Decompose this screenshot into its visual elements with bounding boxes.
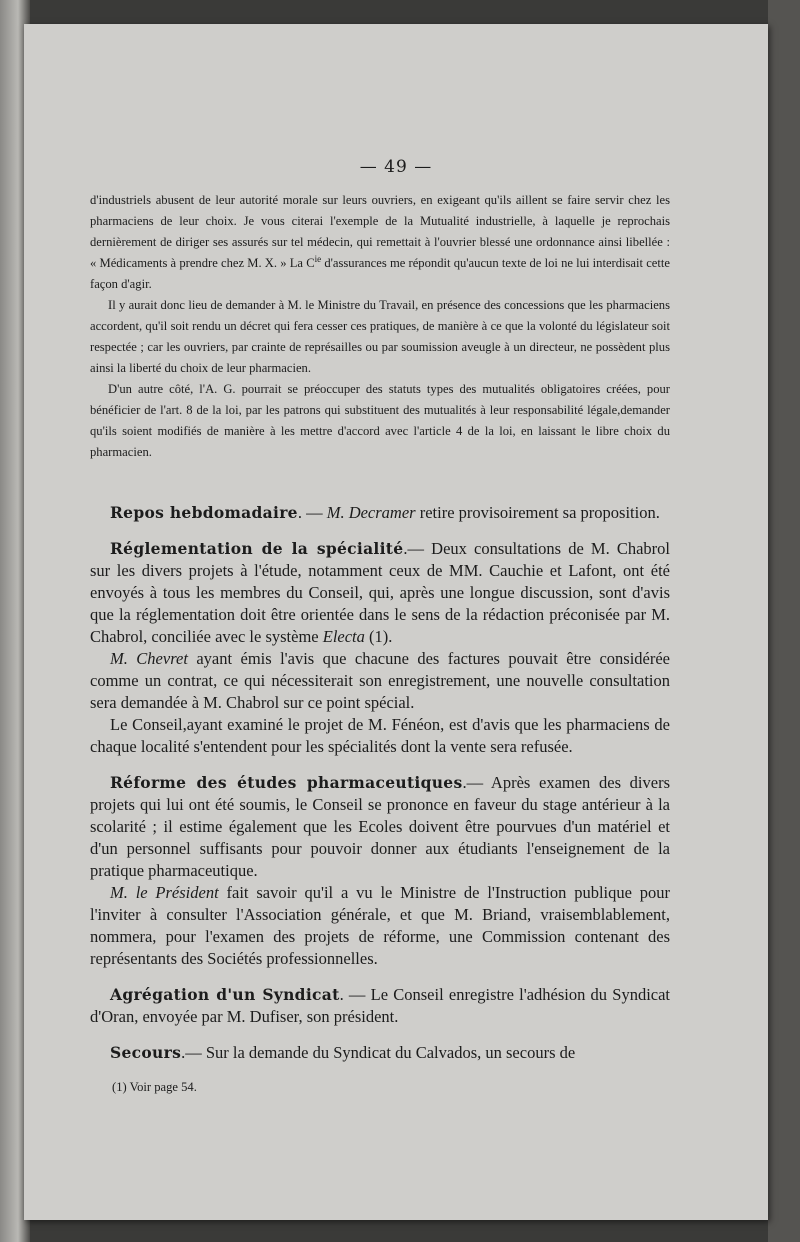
section-reforme-etudes: Réforme des études pharmaceutiques.— Après examen des divers projets qui lui ont été soumis, le Conseil se prononce en faveur du stage antérieur à la scolarité ; il estime également que les Ecoles doivent être pourvues d'un matériel et d'un personnel suffisants pour pouvoir donner aux étudiants l'enseignement de la pratique pharmaceutique. xyxy=(90,773,671,880)
person-name: M. Decramer xyxy=(326,503,416,522)
footnote: (1) Voir page 54. xyxy=(112,1080,197,1094)
section-heading: Réglementation de la spécialité xyxy=(110,539,404,558)
document-page xyxy=(24,24,768,1220)
system-name: Electa xyxy=(322,627,365,646)
section-secours: Secours.— Sur la demande du Syndicat du Calvados, un secours de xyxy=(110,1043,576,1062)
section-heading: Réforme des études pharmaceutiques xyxy=(110,773,463,792)
person-name: M. le Président xyxy=(110,883,219,902)
paragraph-president: M. le Président fait savoir qu'il a vu le Ministre de l'Instruction publique pour l'inviter à consulter l'Association générale, et que M. Briand, vraisemblablement, nommera, pour l'examen des projets de réforme, une Commission contenant des représentants des Sociétés professionnelles. xyxy=(90,883,671,968)
paragraph-mutualite: d'industriels abusent de leur autorité morale sur leurs ouvriers, en exigeant qu'ils aillent se faire servir chez les pharmaciens de leur choix. Je vous citerai l'exemple de la Mutualité industrielle, à laquelle je reprochais dernièrement de diriger ses assurés sur tel médecin, qui remettait à l'ouvrier blessé une ordonnance ainsi libellée : « Médicaments à prendre chez M. X. » La $C^{ie}$ d'assurances me répondit qu'aucun texte de loi ne lui interdisait cette façon d'agir. xyxy=(90,193,670,291)
section-heading: Repos hebdomadaire xyxy=(110,503,298,522)
section-reglementation: Réglementation de la spécialité.— Deux consultations de M. Chabrol sur les divers projets à l'étude, notamment ceux de MM. Cauchie et Lafont, ont été envoyés à tous les membres du Conseil, qui, après une longue discussion, sont d'avis que la réglementation doit être orientée dans le sens de la rédaction préconisée par M. Chabrol, conciliée avec le système Electa (1). xyxy=(90,539,670,646)
section-repos-hebdomadaire: Repos hebdomadaire. — M. Decramer retire provisoirement sa proposition. xyxy=(110,503,660,522)
section-heading: Secours xyxy=(110,1043,182,1062)
intro-text-block xyxy=(90,190,670,463)
paragraph-chevret: M. Chevret ayant émis l'avis que chacune des factures pouvait être considérée comme un contrat, ce qui nécessiterait son enregistrement, une nouvelle consultation sera demandée à M. Chabrol sur ce point spécial. xyxy=(90,649,670,712)
person-name: M. Chevret xyxy=(110,649,188,668)
paragraph-ministre-travail: Il y aurait donc lieu de demander à M. le Ministre du Travail, en présence des concessions que les pharmaciens accordent, qu'il soit rendu un décret qui fera cesser ces pratiques, de manière à ce que la volonté du législateur soit respectée ; car les ouvriers, par crainte de représailles ou par soumission aveugle à un directeur, ne possèdent plus ainsi la liberté du choix de leur pharmacien. xyxy=(90,298,670,375)
superscript-ie: ie xyxy=(314,253,322,264)
section-agregation-syndicat: Agrégation d'un Syndicat. — Le Conseil enregistre l'adhésion du Syndicat d'Oran, envoyée par M. Dufiser, son président. xyxy=(90,985,671,1026)
minutes-text-block xyxy=(90,502,670,1064)
paragraph-feneon: Le Conseil,ayant examiné le projet de M. Fénéon, est d'avis que les pharmaciens de chaque localité s'entendent pour les spécialités dont la vente sera refusée. xyxy=(90,715,670,756)
paragraph-statuts-types: D'un autre côté, l'A. G. pourrait se préoccuper des statuts types des mutualités obligatoires créées, pour bénéficier de l'art. 8 de la loi, par les patrons qui substituent des mutualités à leur responsabilité légale,demander qu'ils soient modifiés de manière à les mettre d'accord avec l'article 4 de la loi, en laissant le libre choix du pharmacien. xyxy=(90,382,670,459)
page-number: — 49 — xyxy=(359,157,433,177)
section-heading: Agrégation d'un Syndicat xyxy=(110,985,340,1004)
scan-right-border xyxy=(768,0,800,1242)
footnote-reference: (1). xyxy=(364,627,393,646)
